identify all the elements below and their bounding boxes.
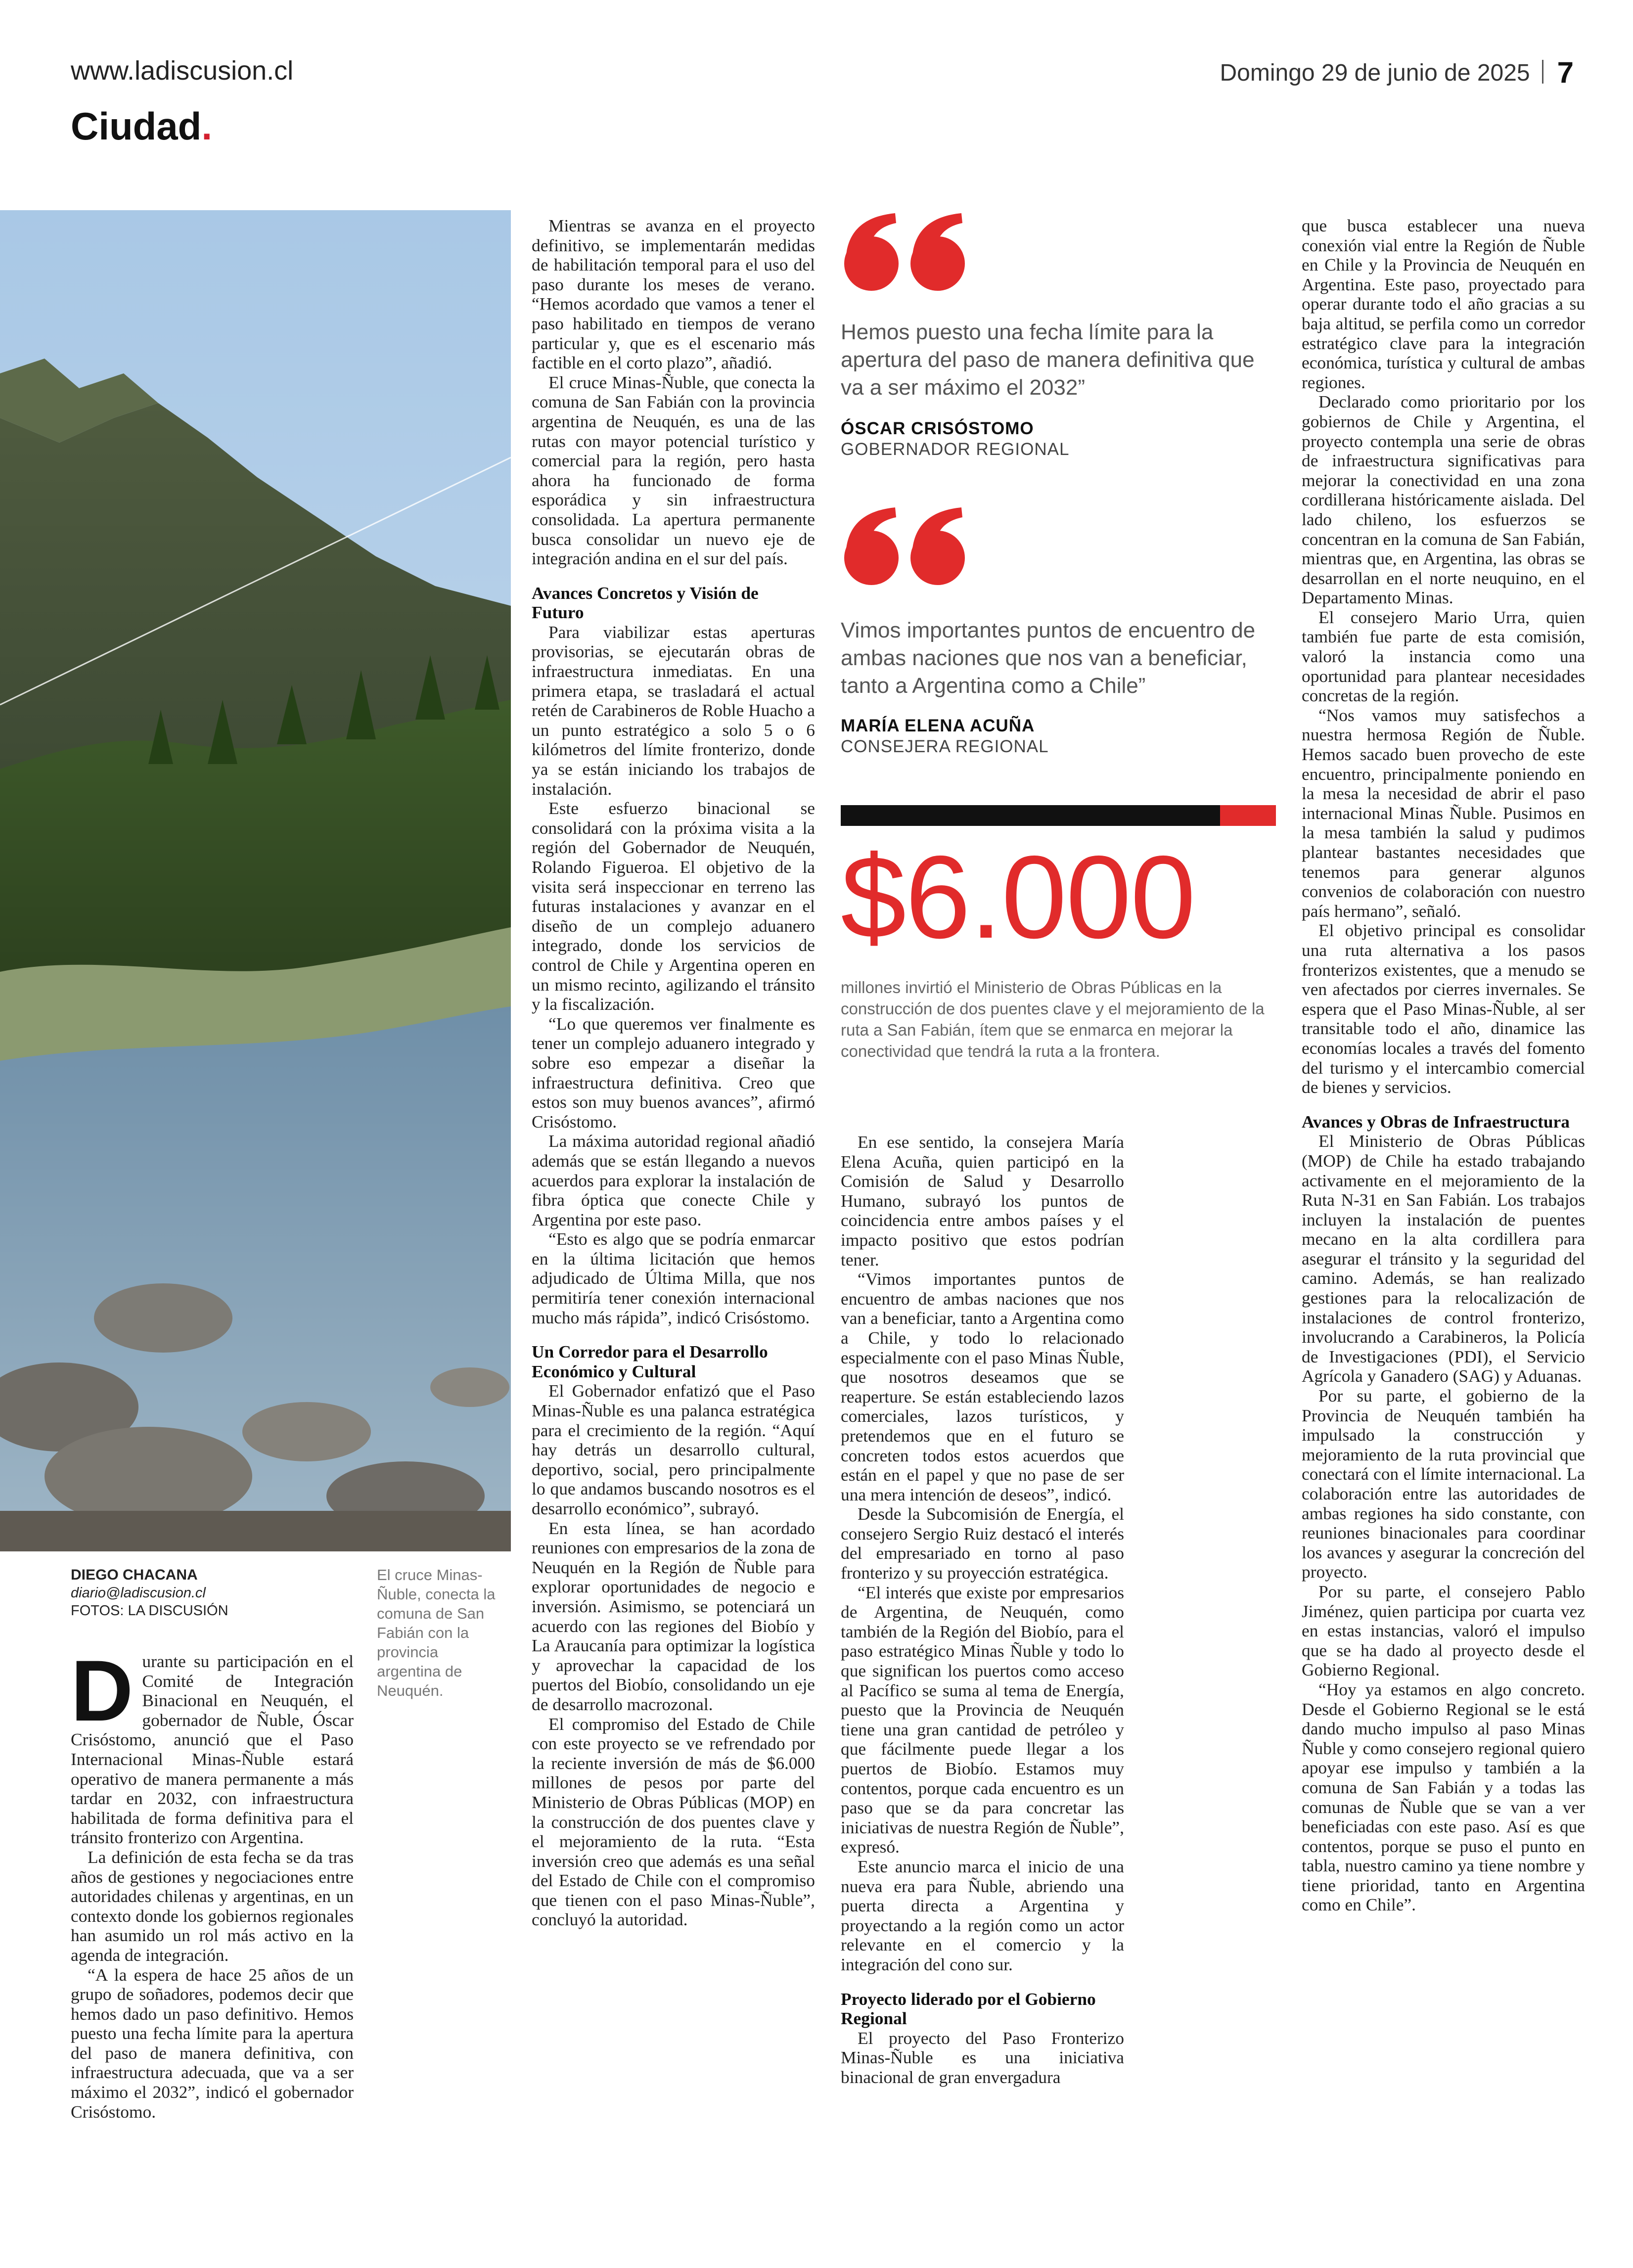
- subheading: Avances Concretos y Visión de Futuro: [532, 583, 759, 623]
- quote-role: GOBERNADOR REGIONAL: [841, 440, 1070, 459]
- article-paragraph: El consejero Mario Urra, quien también fue parte de esta comisión, valoró la instancia como una oportunidad para plantear necesidades concretas de la región.: [1302, 607, 1585, 706]
- article-paragraph: Por su parte, el gobierno de la Provincia de Neuquén también ha impulsado la construcción y mejoramiento de la ruta provincial que conectará con el límite internacional. La colaboración entre las autoridades de ambas regiones ha sido constante, con reuniones binacionales para coordinar los avances y asegurar la concreción del proyecto.: [1302, 1386, 1585, 1582]
- article-paragraph: El objetivo principal es consolidar una ruta alternativa a los pasos fronterizos existentes, que a menudo se ven afectados por cierres invernales. Se espera que el Paso Minas-Ñuble, al ser transitable todo el año, dinamice las economías locales a través del fomento del turismo y el intercambio comercial de bienes y servicios.: [1302, 920, 1585, 1097]
- article-column-3: [841, 1133, 1124, 2087]
- article-paragraph: Este anuncio marca el inicio de una nueva era para Ñuble, abriendo una puerta directa a Argentina y proyectando a la región como un actor relevante en el comercio y la integración del cono sur.: [841, 1856, 1124, 1974]
- article-paragraph: El cruce Minas-Ñuble, que conecta la comuna de San Fabián con la provincia argentina de Neuquén, es una de las rutas con mayor potencial turístico y comercial para la región, pero hasta ahora ha funcionado de forma esporádica y sin infraestructura consolidada. La apertura permanente busca consolidar un nuevo eje de integración andina en el sur del país.: [532, 372, 815, 569]
- article-paragraph: “A la espera de hace 25 años de un grupo de soñadores, podemos decir que hemos dado un paso definitivo. Hemos puesto una fecha límite para la apertura del paso de manera definitiva, con infraestructura adecuada, que va a ser máximo el 2032”, indicó el gobernador Crisóstomo.: [71, 1964, 354, 2122]
- article-paragraph: “Nos vamos muy satisfechos a nuestra hermosa Región de Ñuble. Hemos sacado buen provecho de este encuentro, principalmente poniendo en la mesa la necesidad de abrir el paso internacional Minas Ñuble. Pusimos en la mesa también la salud y pudimos plantear bastantes necesidades que tenemos para generar algunos convenios de colaboración con nuestro país hermano”, señaló.: [1302, 705, 1585, 921]
- article-paragraph: que busca establecer una nueva conexión vial entre la Región de Ñuble en Chile y la Provincia de Neuquén en Argentina. Este paso, proyectado para operar durante todo el año gracias a su baja altitud, se perfila como un corredor estratégico clave para la integración económica, turística y cultural de ambas regiones.: [1302, 216, 1585, 392]
- subheading: Avances y Obras de Infraestructura: [1302, 1111, 1570, 1132]
- article-paragraph: Mientras se avanza en el proyecto definitivo, se implementarán medidas de habilitación temporal para el uso del paso durante los meses de verano. “Hemos acordado que vamos a tener el paso habilitado en tiempos de verano particular y, que es el escenario más factible en el corto plazo”, añadió.: [532, 216, 815, 373]
- highlight-text: millones invirtió el Ministerio de Obras Públicas en la construcción de dos puentes clave y el mejoramiento de la ruta a San Fabián, ítem que se enmarca en mejorar la conectividad que tendrá la ruta a la frontera.: [841, 978, 1265, 1060]
- article-paragraph: Para viabilizar estas aperturas provisorias, se ejecutarán obras de infraestructura inmediatas. En una primera etapa, se trasladará el actual retén de Carabineros de Roble Huacho a un punto estratégico a solo 5 o 6 kilómetros del límite fronterizo, donde ya se están iniciando los trabajos de instalación.: [532, 622, 815, 799]
- article-paragraph: [71, 1643, 354, 1848]
- article-paragraph: En esta línea, se han acordado reuniones con empresarios de la zona de Neuquén en la Región de Ñuble para explorar oportunidades de negocio e inversión. Asimismo, se potenciará un acuerdo con las regiones del Biobío y La Araucanía para optimizar la logística y aprovechar la capacidad de los puertos del Biobío, consolidando un eje de desarrollo macrozonal.: [532, 1518, 815, 1714]
- quote-mark-icon: [841, 210, 979, 294]
- quote-author: MARÍA ELENA ACUÑA: [841, 716, 1035, 735]
- section-name: Ciudad: [71, 104, 202, 148]
- article-paragraph: “El interés que existe por empresarios de Argentina, de Neuquén, como también de la Región del Biobío, para el paso estratégico Minas Ñuble y todo lo que significan los puertos como acceso al Pacífico se suma al tema de Energía, puesto que la Provincia de Neuquén tiene una gran cantidad de petróleo y que fácilmente puede llegar a los puertos de Biobío. Estamos muy contentos, porque cada encuentro es un paso que se da para concretar las iniciativas de nuestra Región de Ñuble”, expresó.: [841, 1582, 1124, 1857]
- subheading: Un Corredor para el Desarrollo Económico y Cultural: [532, 1342, 768, 1381]
- site-url[interactable]: www.ladiscusion.cl: [71, 56, 294, 86]
- pull-quote-text: Vimos importantes puntos de encuentro de ambas naciones que nos van a beneficiar, tanto a Argentina como a Chile”: [841, 618, 1256, 698]
- author-name: DIEGO CHACANA: [71, 1567, 198, 1583]
- byline: [71, 1566, 228, 1620]
- article-paragraph: “Vimos importantes puntos de encuentro de ambas naciones que nos van a beneficiar, tanto a Argentina como a Chile, y todo lo relacionado especialmente con el paso Minas Ñuble, que nosotros deseamos que se reaperture. Se están estableciendo lazos comerciales, lazos turísticos, y pretendemos que en el futuro se concreten todos estos acuerdos que están en el papel y que no pase de ser una mera intención de deseos”, indicó.: [841, 1269, 1124, 1504]
- article-paragraph: Por su parte, el consejero Pablo Jiménez, quien participa por cuarta vez en estas instancias, valoró el impulso que se ha dado al proyecto desde el Gobierno Regional.: [1302, 1581, 1585, 1680]
- divider: [1542, 60, 1543, 84]
- quote-role: CONSEJERA REGIONAL: [841, 737, 1049, 756]
- river-landscape-image: [0, 210, 511, 1551]
- section-dot: .: [201, 104, 212, 148]
- article-paragraph: “Esto es algo que se podría enmarcar en la última licitación que hemos adjudicado de Última Milla, que nos permitiría tener conexión internacional mucho más rápida”, indicó Crisóstomo.: [532, 1229, 815, 1327]
- article-column-1: [71, 1643, 354, 2122]
- highlight-bar: [841, 805, 1276, 826]
- drop-cap: D: [71, 1643, 134, 1739]
- page-number: 7: [1557, 56, 1574, 89]
- article-paragraph: “Lo que queremos ver finalmente es tener un complejo aduanero integrado y sobre eso empezar a diseñar la infraestructura definitiva. Creo que estos son muy buenos avances”, afirmó Crisóstomo.: [532, 1013, 815, 1132]
- article-paragraph: El compromiso del Estado de Chile con este proyecto se ve refrendado por la reciente inversión de más de $6.000 millones de pesos por parte del Ministerio de Obras Públicas (MOP) en la construcción de dos puentes clave y el mejoramiento de la ruta. “Esta inversión creo que además es una señal del Estado de Chile con el compromiso que tienen con el paso Minas-Ñuble”, concluyó la autoridad.: [532, 1714, 815, 1930]
- section-title: [71, 104, 212, 149]
- article-paragraph: El Ministerio de Obras Públicas (MOP) de Chile ha estado trabajando activamente en el mejoramiento de la Ruta N-31 en San Fabián. Los trabajos incluyen la instalación de puentes mecano en la alta cordillera para asegurar el tránsito y la seguridad del camino. Además, se han realizado gestiones para la relocalización de instalaciones de control fronterizo, involucrando a Carabineros, la Policía de Investigaciones (PDI), el Servicio Agrícola y Ganadero (SAG) y Aduanas.: [1302, 1131, 1585, 1386]
- highlight-figure: $6.000: [841, 832, 1195, 963]
- photo-caption: El cruce Minas-Ñuble, conecta la comuna de San Fabián con la provincia argentina de Neuquén.: [377, 1566, 496, 1699]
- photo-credit: FOTOS: LA DISCUSIÓN: [71, 1603, 228, 1619]
- publication-date: Domingo 29 de junio de 2025: [1220, 60, 1530, 86]
- article-paragraph: En ese sentido, la consejera María Elena Acuña, quien participó en la Comisión de Salud y Desarrollo Humano, subrayó los puntos de coincidencia entre ambos países y el impacto positivo que estos podrían tener.: [841, 1132, 1124, 1270]
- quote-mark-icon: [841, 504, 979, 589]
- article-column-2: [532, 216, 815, 1930]
- article-paragraph: El Gobernador enfatizó que el Paso Minas-Ñuble es una palanca estratégica para el crecimiento de la región. “Aquí hay detrás un desarrollo cultural, deportivo, social, pero principalmente lo que andamos buscando nosotros es el desarrollo económico”, subrayó.: [532, 1381, 815, 1518]
- date-line: [1220, 55, 1574, 90]
- quote-author: ÓSCAR CRISÓSTOMO: [841, 419, 1034, 438]
- article-paragraph: El proyecto del Paso Fronterizo Minas-Ñuble es una iniciativa binacional de gran envergadura: [841, 2028, 1124, 2087]
- article-paragraph: Desde la Subcomisión de Energía, el consejero Sergio Ruiz destacó el interés del empresariado en torno al paso fronterizo y su proyección estratégica.: [841, 1504, 1124, 1583]
- subheading: Proyecto liderado por el Gobierno Regional: [841, 1989, 1096, 2029]
- lead-text: urante su participación en el Comité de Integración Binacional en Neuquén, el gobernador de Ñuble, Óscar Crisóstomo, anunció que el Paso Internacional Minas-Ñuble estará operativo de manera permanente a más tardar en 2032, con infraestructura habilitada de forma definitiva para el tránsito fronterizo con Argentina.: [71, 1651, 354, 1848]
- article-paragraph: La máxima autoridad regional añadió además que se están llegando a nuevos acuerdos para explorar la instalación de fibra óptica que conecte Chile y Argentina por este paso.: [532, 1131, 815, 1229]
- highlight-bar-accent: [1220, 805, 1276, 826]
- article-paragraph: La definición de esta fecha se da tras años de gestiones y negociaciones entre autoridades chilenas y argentinas, en un contexto donde los gobiernos regionales han asumido un rol más activo en la agenda de integración.: [71, 1847, 354, 1965]
- author-email[interactable]: diario@ladiscusion.cl: [71, 1585, 206, 1601]
- article-column-4: [1302, 216, 1585, 1915]
- article-photo: [0, 210, 511, 1551]
- article-paragraph: Este esfuerzo binacional se consolidará con la próxima visita a la región del Gobernador de Neuquén, Rolando Figueroa. El objetivo de la visita será inspeccionar en terreno las futuras instalaciones y avanzar en el diseño de un complejo aduanero integrado, donde los servicios de control de Chile y Argentina operen en un mismo recinto, agilizando el tránsito y la fiscalización.: [532, 798, 815, 1014]
- article-paragraph: “Hoy ya estamos en algo concreto. Desde el Gobierno Regional se le está dando mucho impulso al paso Minas Ñuble y como consejero regional quiero apoyar ese impulso y también a la comuna de San Fabián y a todas las comunas de Ñuble que se van a ver beneficiadas con este paso. Así es que contentos, porque se puso el punto en tabla, nuestro camino ya tiene nombre y tiene prioridad, tanto en Argentina como en Chile”.: [1302, 1679, 1585, 1915]
- pull-quote-text: Hemos puesto una fecha límite para la apertura del paso de manera definitiva que va a ser máximo el 2032”: [841, 320, 1255, 400]
- article-paragraph: Declarado como prioritario por los gobiernos de Chile y Argentina, el proyecto contempla una serie de obras de infraestructura significativas para mejorar la conectividad en una zona cordillerana históricamente aislada. Del lado chileno, los esfuerzos se concentran en la comuna de San Fabián, mientras que, en Argentina, las obras se desarrollan en el norte neuquino, en el Departamento Minas.: [1302, 392, 1585, 608]
